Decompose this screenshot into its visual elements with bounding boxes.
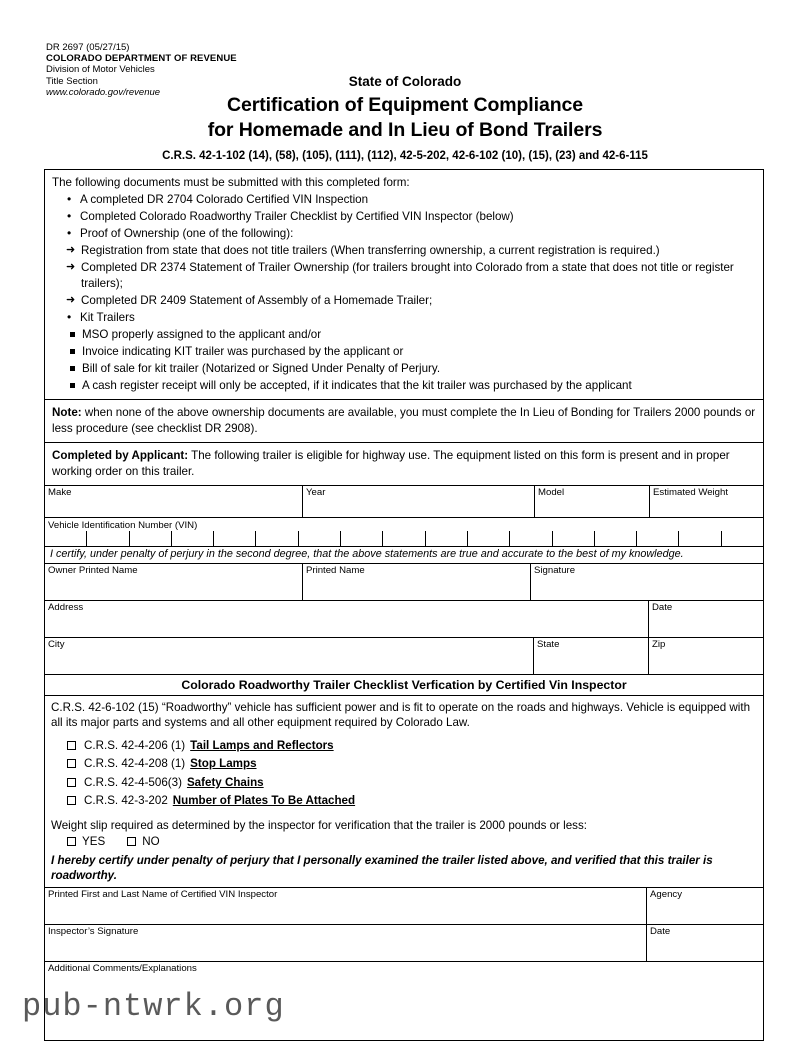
address-label: Address — [48, 601, 84, 613]
required-documents-section — [45, 170, 763, 399]
note-text: when none of the above ownership documents are available, you must complete the In Lieu of Bonding for Trailers 2000 pounds or less procedure (see checklist DR 2908). — [52, 406, 756, 435]
inspector-printed-name-label: Printed First and Last Name of Certified VIN Inspector — [48, 888, 278, 900]
vin-character-cell[interactable] — [721, 531, 763, 546]
zip-field[interactable] — [648, 638, 763, 674]
checklist-row[interactable] — [67, 794, 763, 807]
vin-character-cell[interactable] — [86, 531, 128, 546]
checkbox-tail-lamps[interactable] — [67, 741, 76, 750]
page-title-line2: for Homemade and In Lieu of Bond Trailers — [207, 118, 603, 141]
vin-character-cell[interactable] — [213, 531, 255, 546]
agency-label: Agency — [650, 888, 682, 900]
checklist-section-heading: Colorado Roadworthy Trailer Checklist Verfication by Certified Vin Inspector — [45, 674, 763, 695]
vin-character-cell[interactable] — [425, 531, 467, 546]
printed-name-label: Printed Name — [306, 564, 365, 576]
printed-name-field[interactable] — [302, 564, 530, 600]
weight-slip-options — [67, 835, 763, 852]
vin-character-cell[interactable] — [594, 531, 636, 546]
document-item: • A completed DR 2704 Colorado Certified VIN Inspection — [66, 192, 756, 208]
document-item: • Completed Colorado Roadworthy Trailer Checklist by Certified VIN Inspector (below) — [66, 209, 756, 225]
signature-field[interactable] — [530, 564, 763, 600]
address-field[interactable] — [45, 601, 648, 637]
applicant-label: Completed by Applicant: — [52, 449, 189, 463]
form-body — [44, 169, 764, 1041]
kit-trailers-list — [66, 310, 756, 326]
city-label: City — [48, 638, 65, 650]
kit-option: Bill of sale for kit trailer (Notarized or Signed Under Penalty of Perjury. — [68, 361, 756, 377]
vin-character-cell[interactable] — [45, 531, 86, 546]
inspector-certification-statement: I hereby certify under penalty of perjury that I personally examined the trailer listed above, and verified that this trailer is roadworthy. — [51, 853, 713, 882]
additional-comments-label: Additional Comments/Explanations — [48, 962, 197, 974]
state-field[interactable] — [533, 638, 648, 674]
vehicle-info-row — [45, 485, 763, 517]
estimated-weight-field[interactable] — [649, 486, 763, 517]
state-label: State of Colorado — [348, 74, 462, 89]
checklist-statute: C.R.S. 42-3-202 — [84, 794, 168, 808]
watermark: pub-ntwrk.org — [22, 988, 285, 1025]
required-documents-list — [66, 192, 756, 242]
equipment-checklist — [45, 736, 763, 815]
state-label: State — [537, 638, 560, 650]
vin-character-cell[interactable] — [171, 531, 213, 546]
owner-printed-name-field[interactable] — [45, 564, 302, 600]
checkbox-number-of-plates[interactable] — [67, 796, 76, 805]
kit-option: MSO properly assigned to the applicant and/or — [68, 327, 756, 343]
checkbox-weight-slip-yes[interactable] — [67, 837, 76, 846]
owner-printed-name-label: Owner Printed Name — [48, 564, 138, 576]
ownership-option: ➜ Completed DR 2374 Statement of Trailer Ownership (for trailers brought into Colorado from a state that does not title or register trailers); — [66, 260, 756, 291]
vin-character-cell[interactable] — [382, 531, 424, 546]
inspector-printed-name-field[interactable] — [45, 888, 646, 924]
inspector-signature-field[interactable] — [45, 925, 646, 961]
vin-character-cell[interactable] — [636, 531, 678, 546]
applicant-text: The following trailer is eligible for highway use. The equipment listed on this form is present and in proper working order on this trailer. — [52, 449, 730, 478]
checklist-statute: C.R.S. 42-4-506(3) — [84, 775, 182, 789]
vin-character-cell[interactable] — [340, 531, 382, 546]
weight-slip-yes-label: YES — [82, 834, 106, 848]
checklist-description: Stop Lamps — [190, 757, 257, 771]
vin-comb[interactable] — [45, 531, 763, 546]
year-label: Year — [306, 486, 326, 498]
kit-option: Invoice indicating KIT trailer was purchased by the applicant or — [68, 344, 756, 360]
weight-slip-no-label: NO — [142, 834, 160, 848]
proof-of-ownership-list — [66, 243, 756, 308]
checkbox-safety-chains[interactable] — [67, 778, 76, 787]
checklist-row[interactable] — [67, 739, 763, 752]
owner-signature-row — [45, 563, 763, 600]
vin-character-cell[interactable] — [509, 531, 551, 546]
make-label: Make — [48, 486, 72, 498]
note-label: Note: — [52, 406, 82, 420]
weight-slip-text: Weight slip required as determined by the inspector for verification that the trailer is 2000 pounds or less: — [51, 818, 587, 832]
roadworthy-definition-text: C.R.S. 42-6-102 (15) “Roadworthy” vehicle has sufficient power and is fit to operate on the roads and highways. Vehicle is equipped with all its major parts and systems and all other equipment required by Colorado Law. — [45, 695, 763, 736]
date-field[interactable] — [648, 601, 763, 637]
department-name: COLORADO DEPARTMENT OF REVENUE — [46, 53, 237, 65]
document-item: • Proof of Ownership (one of the following): — [66, 226, 756, 242]
checklist-description: Number of Plates To Be Attached — [172, 794, 356, 808]
checklist-description: Safety Chains — [186, 775, 264, 789]
checklist-row[interactable] — [67, 757, 763, 770]
vin-label: Vehicle Identification Number (VIN) — [48, 519, 198, 531]
page-title-line1: Certification of Equipment Compliance — [227, 94, 583, 116]
address-row — [45, 600, 763, 637]
make-field[interactable] — [45, 486, 302, 517]
section-name: Title Section — [46, 75, 98, 87]
document-item: • Kit Trailers — [66, 310, 756, 326]
checklist-row[interactable] — [67, 776, 763, 789]
vin-character-cell[interactable] — [552, 531, 594, 546]
checkbox-stop-lamps[interactable] — [67, 759, 76, 768]
inspector-date-field[interactable] — [646, 925, 763, 961]
city-field[interactable] — [45, 638, 533, 674]
checklist-statute: C.R.S. 42-4-206 (1) — [84, 738, 186, 752]
model-label: Model — [538, 486, 565, 498]
inspector-signature-label: Inspector’s Signature — [48, 925, 139, 937]
note-section — [45, 399, 763, 442]
checkbox-weight-slip-no[interactable] — [127, 837, 136, 846]
applicant-statement-section — [45, 442, 763, 485]
required-documents-lead: The following documents must be submitted with this completed form: — [52, 176, 410, 189]
vin-character-cell[interactable] — [467, 531, 509, 546]
agency-field[interactable] — [646, 888, 763, 924]
vin-character-cell[interactable] — [129, 531, 171, 546]
zip-label: Zip — [652, 638, 666, 650]
vin-field[interactable] — [45, 518, 763, 546]
inspector-date-label: Date — [650, 925, 671, 937]
inspector-name-row — [45, 887, 763, 924]
applicant-certification-statement: I certify, under penalty of perjury in the second degree, that the above statements are true and accurate to the best of my knowledge. — [45, 546, 763, 563]
date-label: Date — [652, 601, 673, 613]
form-number: DR 2697 (05/27/15) — [46, 42, 130, 53]
vin-character-cell[interactable] — [678, 531, 720, 546]
city-state-zip-row — [45, 637, 763, 674]
vin-character-cell[interactable] — [255, 531, 297, 546]
checklist-description: Tail Lamps and Reflectors — [190, 738, 334, 752]
inspector-signature-row — [45, 924, 763, 961]
statute-references: C.R.S. 42-1-102 (14), (58), (105), (111), (112), 42-5-202, 42-6-102 (10), (15), (23) and 42-6-115 — [162, 149, 648, 162]
estimated-weight-label: Estimated Weight — [653, 486, 729, 498]
signature-label: Signature — [534, 564, 576, 576]
kit-option: A cash register receipt will only be accepted, if it indicates that the kit trailer was purchased by the applicant — [68, 378, 756, 394]
kit-trailer-options — [68, 327, 756, 394]
website-url: www.colorado.gov/revenue — [46, 86, 161, 98]
ownership-option: ➜ Completed DR 2409 Statement of Assembly of a Homemade Trailer; — [66, 293, 756, 309]
vin-row — [45, 517, 763, 546]
division-name: Division of Motor Vehicles — [46, 64, 155, 76]
checklist-statute: C.R.S. 42-4-208 (1) — [84, 757, 186, 771]
year-field[interactable] — [302, 486, 534, 517]
title-block — [0, 74, 810, 162]
model-field[interactable] — [534, 486, 649, 517]
vin-character-cell[interactable] — [298, 531, 340, 546]
ownership-option: ➜ Registration from state that does not title trailers (When transferring ownership, a current registration is required.) — [66, 243, 756, 259]
